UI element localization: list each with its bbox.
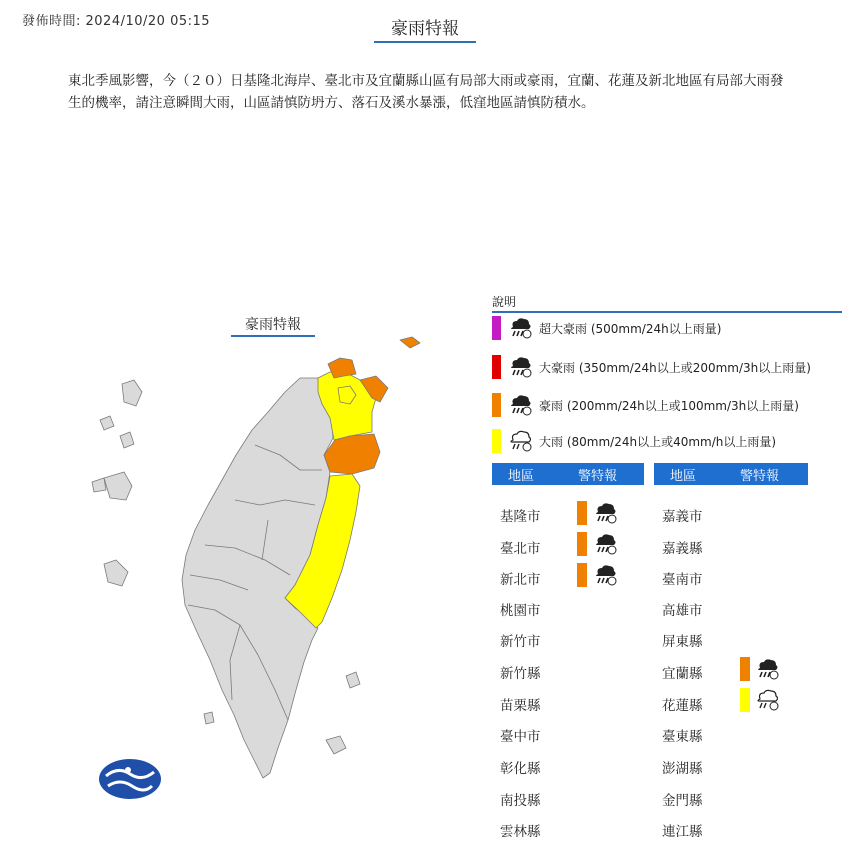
island-orchid [326,736,346,754]
warning-description: 東北季風影響，今（２０）日基隆北海岸、臺北市及宜蘭縣山區有局部大雨或豪雨，宜蘭、花蓮及新北地區有局部大雨發生的機率，請注意瞬間大雨，山區請慎防坍方、落石及溪水暴漲，低窪地區請慎防積水。 [68,73,784,111]
table-row-keelung: 基隆市 [500,509,541,525]
table-row-yunlin: 雲林縣 [500,824,541,840]
page-title: 豪雨特報 [374,14,476,43]
legend-label: 超大豪雨 (500mm/24h以上雨量) [539,321,722,336]
warning-bar-hualien [740,688,750,712]
table-row-pingtung: 屏東縣 [662,634,703,650]
table-header-right [654,463,808,485]
heavy-rain-icon [507,429,533,453]
legend-item-torrential [492,392,799,418]
torrential-rain-icon [754,657,780,681]
island-kinmen [92,478,106,492]
table-row-taitung: 臺東縣 [662,729,703,745]
cwa-logo [99,759,161,799]
table-row-taipei: 臺北市 [500,541,541,557]
island-green [346,672,360,688]
torrential-rain-icon [592,501,618,525]
island-guishan [400,337,420,348]
table-row-penghu: 澎湖縣 [662,761,703,777]
table-row-tainan: 臺南市 [662,572,703,588]
warning-bar-new-taipei [577,563,587,587]
legend-item-heavy-rain [492,428,776,454]
island-matsu-3 [120,432,134,448]
table-row-yilan: 宜蘭縣 [662,666,703,682]
table-row-hsinchu-city: 新竹市 [500,634,541,650]
table-row-kinmen: 金門縣 [662,793,703,809]
col-area: 地區 [670,468,697,484]
table-row-miaoli: 苗栗縣 [500,698,541,714]
col-warning: 警特報 [740,468,780,484]
warning-bar-yilan [740,657,750,681]
issued-time: 發佈時間: 2024/10/20 05:15 [22,14,211,29]
island-penghu-2 [104,560,128,586]
torrential-rain-icon [592,563,618,587]
table-row-new-taipei: 新北市 [500,572,541,588]
legend-label: 大雨 (80mm/24h以上或40mm/h以上雨量) [539,434,777,449]
table-row-taichung: 臺中市 [500,729,541,745]
legend-heading: 說明 [492,293,842,313]
table-row-hualien: 花蓮縣 [662,698,703,714]
extremely-heavy-rain-icon [507,355,533,379]
legend-swatch [492,429,501,453]
map-title: 豪雨特報 [231,314,315,337]
torrential-rain-icon [507,393,533,417]
legend-label: 豪雨 (200mm/24h以上或100mm/3h以上雨量) [539,398,799,413]
island-matsu-1 [122,380,142,406]
table-row-changhua: 彰化縣 [500,761,541,777]
legend-label: 大豪雨 (350mm/24h以上或200mm/3h以上雨量) [539,360,811,375]
legend-swatch [492,355,501,379]
island-penghu-1 [104,472,132,500]
table-row-nantou: 南投縣 [500,793,541,809]
table-row-chiayi-county: 嘉義縣 [662,541,703,557]
warning-bar-taipei [577,532,587,556]
island-matsu-2 [100,416,114,430]
col-warning: 警特報 [578,468,618,484]
table-row-chiayi-city: 嘉義市 [662,509,703,525]
legend-item-super-torrential [492,315,721,341]
col-area: 地區 [508,468,535,484]
warning-bar-keelung [577,501,587,525]
table-row-kaohsiung: 高雄市 [662,603,703,619]
table-header-left [492,463,644,485]
super-torrential-rain-icon [507,316,533,340]
taiwan-warning-map [80,320,425,800]
island-liuqiu [204,712,214,724]
legend-swatch [492,316,501,340]
table-row-taoyuan: 桃園市 [500,603,541,619]
region-yilan [324,434,380,474]
legend-swatch [492,393,501,417]
torrential-rain-icon [592,532,618,556]
heavy-rain-icon [754,688,780,712]
table-row-hsinchu-county: 新竹縣 [500,666,541,682]
legend-item-extremely-heavy [492,354,811,380]
table-row-lienchiang: 連江縣 [662,824,703,840]
